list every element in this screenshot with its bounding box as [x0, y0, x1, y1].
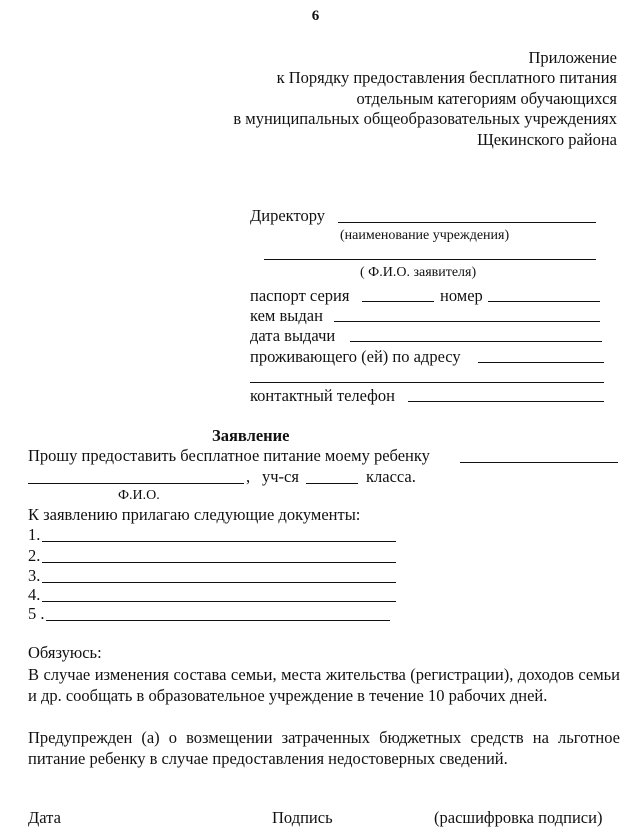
doc-item-field[interactable] [46, 620, 390, 621]
date-label: Дата [28, 808, 61, 827]
doc-item-number: 3. [28, 566, 41, 585]
passport-series-field[interactable] [362, 301, 434, 302]
comma-separator: , [246, 467, 251, 486]
applicant-fio-field[interactable] [264, 259, 596, 260]
appendix-line: отдельным категориям обучающихся [356, 89, 617, 108]
doc-item-field[interactable] [42, 541, 396, 542]
doc-item-number: 2. [28, 546, 41, 565]
applicant-fio-hint: ( Ф.И.О. заявителя) [360, 265, 477, 280]
signature-label: Подпись [272, 808, 333, 827]
warning-paragraph: Предупрежден (а) о возмещении затраченных бюджетных средств на льготное питание ребенку в случае предоставления недостоверных сведений. [28, 728, 620, 768]
appendix-line: к Порядку предоставления бесплатного питания [276, 68, 617, 87]
issue-date-label: дата выдачи [250, 326, 336, 345]
child-fio-field[interactable] [28, 483, 244, 484]
doc-item-field[interactable] [42, 601, 396, 602]
obligation-paragraph: В случае изменения состава семьи, места жительства (регистрации), доходов семьи и др. сообщать в образовательное учреждение в течение 10 рабочих дней. [28, 665, 620, 705]
statement-title: Заявление [212, 426, 290, 445]
phone-label: контактный телефон [250, 386, 395, 405]
passport-number-label: номер [440, 286, 483, 305]
doc-item-field[interactable] [42, 562, 396, 563]
doc-item-number: 4. [28, 585, 41, 604]
page-number: 6 [311, 8, 320, 24]
child-name-field[interactable] [460, 462, 618, 463]
appendix-line: Щекинского района [477, 130, 617, 149]
documents-intro: К заявлению прилагаю следующие документы: [28, 505, 361, 524]
decode-label: (расшифровка подписи) [434, 808, 603, 827]
passport-number-field[interactable] [488, 301, 600, 302]
doc-item-number: 5 . [28, 604, 45, 623]
class-label: класса. [366, 467, 416, 486]
obligations-heading: Обязуюсь: [28, 643, 102, 662]
director-label: Директору [250, 206, 325, 225]
issued-by-label: кем выдан [250, 306, 323, 325]
request-text: Прошу предоставить бесплатное питание моему ребенку [28, 446, 430, 465]
institution-hint: (наименование учреждения) [340, 228, 510, 243]
child-fio-hint: Ф.И.О. [118, 488, 160, 503]
issued-by-field[interactable] [334, 321, 600, 322]
phone-field[interactable] [408, 401, 604, 402]
address-field-line2[interactable] [250, 382, 604, 383]
doc-item-field[interactable] [42, 582, 396, 583]
student-label: уч-ся [262, 467, 299, 486]
issue-date-field[interactable] [350, 341, 602, 342]
class-field[interactable] [306, 483, 358, 484]
passport-series-label: паспорт серия [250, 286, 350, 305]
institution-field[interactable] [338, 222, 596, 223]
doc-item-number: 1. [28, 525, 41, 544]
residing-label: проживающего (ей) по адресу [250, 347, 461, 366]
appendix-line: в муниципальных общеобразовательных учреждениях [233, 109, 617, 128]
appendix-title: Приложение [528, 48, 617, 67]
address-field[interactable] [478, 362, 604, 363]
